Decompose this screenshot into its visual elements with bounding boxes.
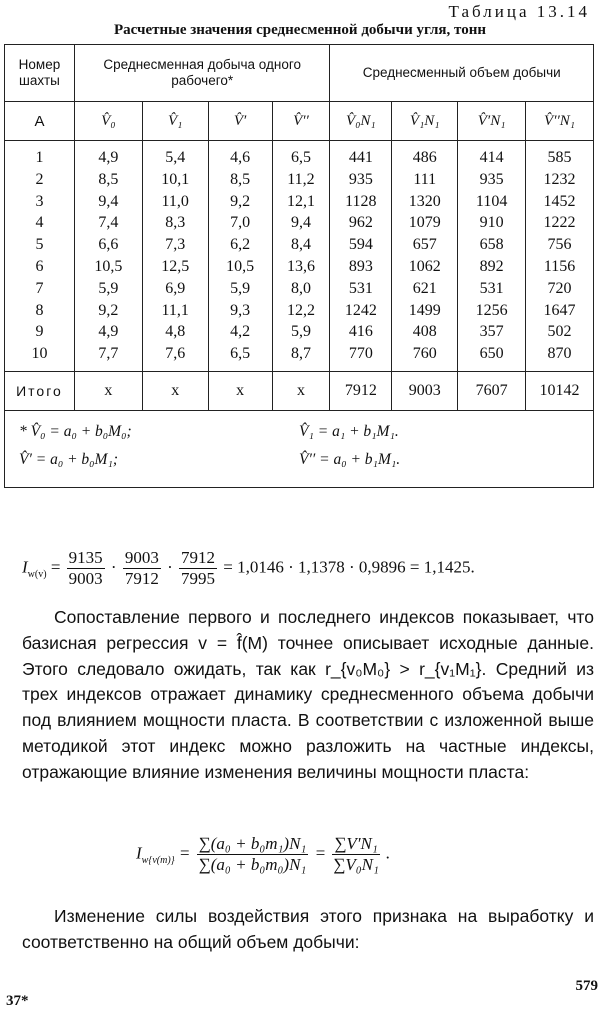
table-cell: 441 [330, 141, 392, 169]
table-cell: 8 [5, 300, 75, 322]
table-cell: 935 [330, 169, 392, 191]
note-v0: * V̂₀ = a₀ + b₀M₀; [19, 422, 132, 440]
table-cell: 12,1 [272, 191, 330, 213]
table-row [5, 278, 594, 300]
table-cell: 1452 [526, 191, 594, 213]
table-cell: 7,0 [208, 212, 272, 234]
table-cell: 8,3 [142, 212, 208, 234]
table-cell: 2 [5, 169, 75, 191]
subhead-0: A [5, 102, 75, 141]
table-row [5, 169, 594, 191]
table-cell: 1079 [392, 212, 458, 234]
paragraph-change: Изменение силы воздействия этого признака на выработку и соответственно на общий объем добычи: [22, 906, 594, 952]
formula1-lhs-sub: w(v) [27, 568, 47, 580]
table-row [5, 256, 594, 278]
table-cell: 7,4 [74, 212, 142, 234]
fraction-2: $\frac{9003}{7912}$ [124, 548, 159, 588]
table-cell: 870 [526, 343, 594, 371]
subhead-8: V̂′′N₁ [526, 102, 594, 141]
table-cell: 12,2 [272, 300, 330, 322]
table-cell: 4,9 [74, 141, 142, 169]
table-cell: 585 [526, 141, 594, 169]
table-cell: 414 [458, 141, 526, 169]
table-caption: Таблица 13.14 [448, 2, 590, 21]
table-cell: 11,1 [142, 300, 208, 322]
header-output-per-worker: Среднесменная добыча одного рабочего* [74, 45, 329, 102]
table-cell: 4,8 [142, 321, 208, 343]
table-cell: 1242 [330, 300, 392, 322]
formula2-lhs-sub: w{v(m)} [141, 854, 175, 866]
table-cell: 4,2 [208, 321, 272, 343]
subhead-4: V̂′′ [272, 102, 330, 141]
subhead-6: V̂₁N₁ [392, 102, 458, 141]
table-cell: 486 [392, 141, 458, 169]
table-row [5, 321, 594, 343]
total-cell: x [74, 371, 142, 410]
table-cell: 5,9 [208, 278, 272, 300]
table-row [5, 141, 594, 169]
table-cell: 357 [458, 321, 526, 343]
total-cell: x [272, 371, 330, 410]
subhead-3: V̂′ [208, 102, 272, 141]
table-cell: 408 [392, 321, 458, 343]
page-number: 579 [575, 978, 598, 994]
table-cell: 10,5 [74, 256, 142, 278]
table-cell: 3 [5, 191, 75, 213]
total-cell: x [208, 371, 272, 410]
table-cell: 962 [330, 212, 392, 234]
fraction-1: $\frac{9135}{9003}$ [68, 548, 103, 588]
table-cell: 8,7 [272, 343, 330, 371]
signature-mark: 37* [6, 993, 29, 1009]
subhead-2: V̂₁ [142, 102, 208, 141]
table-cell: 5,9 [74, 278, 142, 300]
table-cell: 9,4 [74, 191, 142, 213]
table-cell: 621 [392, 278, 458, 300]
table-cell: 4 [5, 212, 75, 234]
table-cell: 531 [458, 278, 526, 300]
table-cell: 6,9 [142, 278, 208, 300]
table-cell: 4,9 [74, 321, 142, 343]
table-cell: 9,2 [74, 300, 142, 322]
table-cell: 111 [392, 169, 458, 191]
table-cell: 9 [5, 321, 75, 343]
table-cell: 770 [330, 343, 392, 371]
table-cell: 13,6 [272, 256, 330, 278]
formula-index: $I_{w(v)}$ = $\frac{9135}{9003}$ · $\frac{9003}{7912}$ · $\frac{7912}{7995}$ = 1,0146 · 1,1378 · 0,9896 = 1,1425. [22, 548, 475, 588]
total-cell: 7607 [458, 371, 526, 410]
table-cell: 8,5 [74, 169, 142, 191]
table-cell: 11,2 [272, 169, 330, 191]
formula1-rhs: = 1,0146 · 1,1378 · 0,9896 = 1,1425. [223, 557, 475, 577]
table-cell: 1104 [458, 191, 526, 213]
table-cell: 6,5 [208, 343, 272, 371]
note-vdoubleprime: V̂′′ = a₀ + b₁M₁. [299, 450, 401, 468]
table-cell: 7 [5, 278, 75, 300]
paragraph-comparison: Сопоставление первого и последнего индексов показывает, что базисная регрессия v = f̂(M) точнее описывает исходные данные. Этого следовало ожидать, так как r_{v₀M₀} > r_{v₁M₁}. Средний из трех индексов отражает динамику среднесменного объема добычи под влиянием мощности пласта. В соответствии с изложенной выше методикой этот индекс можно разложить на частные индексы, отражающие влияние изменения величины мощности пласта: [22, 607, 594, 782]
table-cell: 650 [458, 343, 526, 371]
table-cell: 892 [458, 256, 526, 278]
total-label: Итого [5, 371, 75, 410]
table-cell: 6 [5, 256, 75, 278]
table-cell: 756 [526, 234, 594, 256]
data-table [4, 44, 594, 488]
table-cell: 11,0 [142, 191, 208, 213]
table-cell: 9,2 [208, 191, 272, 213]
table-cell: 594 [330, 234, 392, 256]
total-cell: 9003 [392, 371, 458, 410]
table-cell: 1232 [526, 169, 594, 191]
header-total-output: Среднесменный объем добычи [330, 45, 594, 102]
subhead-1: V̂₀ [74, 102, 142, 141]
table-cell: 7,7 [74, 343, 142, 371]
fraction-sum-2: $\frac{\text{∑V′N₁}}{\text{∑V₀N₁}}$ [333, 834, 379, 874]
table-cell: 720 [526, 278, 594, 300]
table-cell: 910 [458, 212, 526, 234]
table-cell: 8,4 [272, 234, 330, 256]
note-vprime: V̂′ = a₀ + b₀M₁; [19, 450, 119, 468]
table-cell: 1156 [526, 256, 594, 278]
formula2-lhs: I [136, 843, 142, 863]
table-cell: 893 [330, 256, 392, 278]
fraction-3: $\frac{7912}{7995}$ [181, 548, 215, 588]
table-notes [5, 410, 594, 487]
table-cell: 1499 [392, 300, 458, 322]
table-row [5, 343, 594, 371]
table-cell: 1 [5, 141, 75, 169]
table-cell: 1256 [458, 300, 526, 322]
table-cell: 502 [526, 321, 594, 343]
table-cell: 10,5 [208, 256, 272, 278]
table-cell: 4,6 [208, 141, 272, 169]
table-cell: 10,1 [142, 169, 208, 191]
table-row [5, 234, 594, 256]
table-row [5, 191, 594, 213]
table-cell: 7,6 [142, 343, 208, 371]
note-v1: V̂₁ = a₁ + b₁M₁. [299, 422, 399, 440]
table-cell: 935 [458, 169, 526, 191]
table-row [5, 212, 594, 234]
table-cell: 12,5 [142, 256, 208, 278]
table-cell: 8,0 [272, 278, 330, 300]
formula-partial-index: $I_{w\{v(m)\}}$ = $\frac{\text{∑(a₀ + b₀m₁)N₁}}{\text{∑(a₀ + b₀m₀)N₁}}$ = $\frac{\text{∑V′N₁}}{\text{∑V₀N₁}}$ . [136, 834, 391, 874]
table-cell: 6,2 [208, 234, 272, 256]
fraction-sum-1: $\frac{\text{∑(a₀ + b₀m₁)N₁}}{\text{∑(a₀ + b₀m₀)N₁}}$ [198, 834, 307, 874]
total-cell: x [142, 371, 208, 410]
table-cell: 7,3 [142, 234, 208, 256]
table-row [5, 300, 594, 322]
header-mine: Номер шахты [5, 45, 75, 102]
table-cell: 760 [392, 343, 458, 371]
table-cell: 1062 [392, 256, 458, 278]
subhead-7: V̂′N₁ [458, 102, 526, 141]
subhead-5: V̂₀N₁ [330, 102, 392, 141]
total-cell: 7912 [330, 371, 392, 410]
table-cell: 9,3 [208, 300, 272, 322]
table-cell: 10 [5, 343, 75, 371]
table-cell: 1222 [526, 212, 594, 234]
table-cell: 658 [458, 234, 526, 256]
table-title: Расчетные значения среднесменной добычи угля, тонн [113, 22, 487, 38]
table-cell: 1320 [392, 191, 458, 213]
table-cell: 1647 [526, 300, 594, 322]
table-cell: 657 [392, 234, 458, 256]
table-cell: 8,5 [208, 169, 272, 191]
table-cell: 5 [5, 234, 75, 256]
table-cell: 6,6 [74, 234, 142, 256]
table-cell: 6,5 [272, 141, 330, 169]
table-cell: 531 [330, 278, 392, 300]
total-cell: 10142 [526, 371, 594, 410]
table-cell: 5,4 [142, 141, 208, 169]
table-cell: 416 [330, 321, 392, 343]
table-cell: 1128 [330, 191, 392, 213]
table-cell: 9,4 [272, 212, 330, 234]
table-cell: 5,9 [272, 321, 330, 343]
formula1-lhs: I [22, 557, 28, 577]
